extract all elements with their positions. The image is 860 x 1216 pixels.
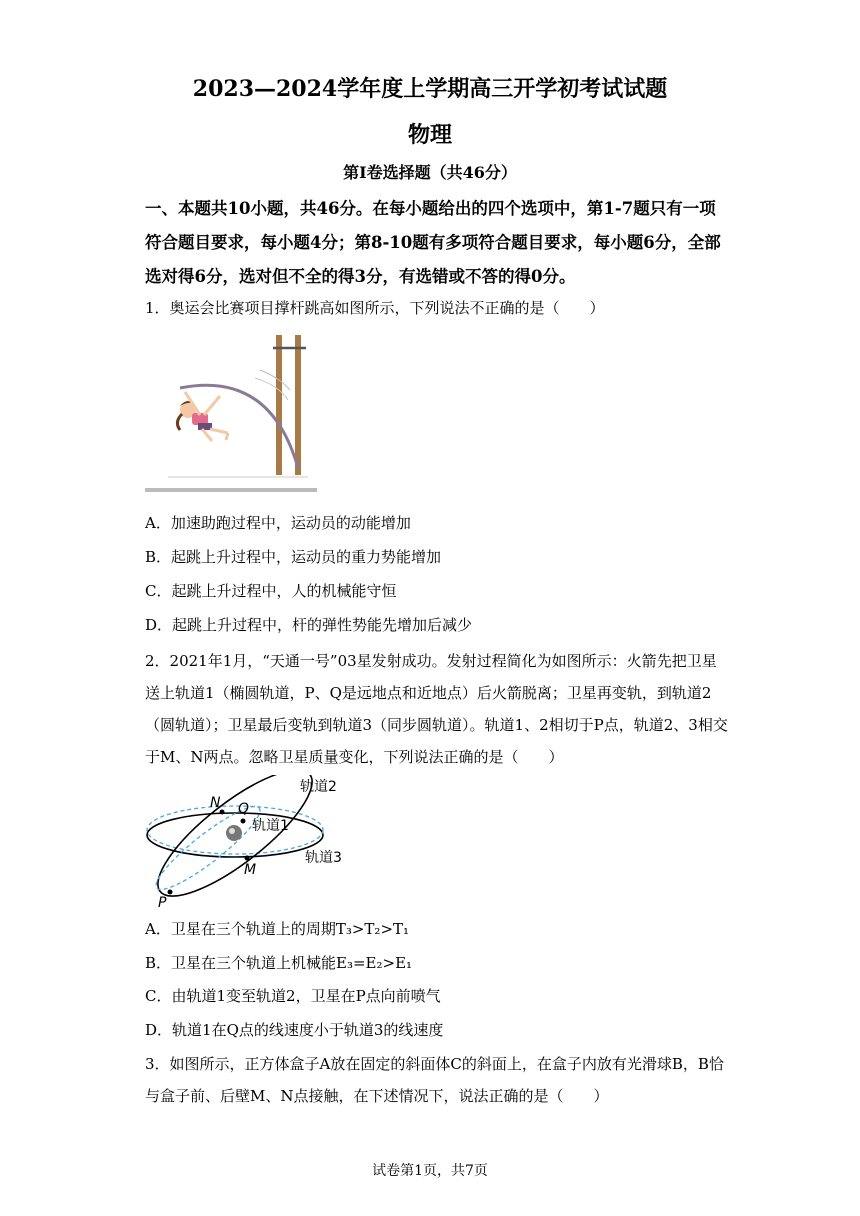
q1-option-b: B．起跳上升过程中，运动员的重力势能增加 [145, 548, 442, 566]
subject-title: 物理 [407, 122, 452, 148]
point-q-label: Q [238, 801, 250, 817]
question-2-stem: 2．2021年1月，“天通一号”03星发射成功。发射过程简化为如图所示：火箭先把卫星送上轨道1（椭圆轨道，P、Q是远地点和近地点）后火箭脱离；卫星再变轨，到轨道2（圆轨道）；卫星最后变轨到轨道3（同步圆轨道）。轨道1、2相切于P点，轨道2、3相交于M、N两点。忽略卫星质量变化，下列说法正确的是（ ） [145, 652, 728, 766]
page-footer: 试卷第1页，共7页 [372, 1163, 488, 1179]
q2-option-d: D．轨道1在Q点的线速度小于轨道3的线速度 [145, 1021, 444, 1039]
q1-option-c: C．起跳上升过程中，人的机械能守恒 [145, 582, 397, 600]
q1-option-d: D．起跳上升过程中，杆的弹性势能先增加后减少 [145, 616, 473, 634]
orbit2-label: 轨道2 [300, 779, 337, 795]
section-title: 第Ⅰ卷选择题（共46分） [343, 163, 517, 182]
q1-option-a: A．加速助跑过程中，运动员的动能增加 [145, 514, 411, 532]
pole-vault-figure [140, 330, 330, 500]
q2-option-a: A．卫星在三个轨道上的周期T₃>T₂>T₁ [145, 920, 410, 938]
instructions: 一、本题共10小题，共46分。在每小题给出的四个选项中，第1-7题只有一项符合题目要求，每小题4分；第8-10题有多项符合题目要求，每小题6分，全部选对得6分，选对但不全的得3分，有选错或不答的得0分。 [145, 199, 721, 286]
question-1-stem: 1．奥运会比赛项目撑杆跳高如图所示，下列说法不正确的是（ ） [145, 299, 605, 317]
point-m-label: M [244, 862, 257, 878]
question-3-stem: 3．如图所示，正方体盒子A放在固定的斜面体C的斜面上，在盒子内放有光滑球B，B恰与盒子前、后壁M、N点接触，在下述情况下，说法正确的是（ ） [145, 1055, 724, 1105]
orbit-figure [140, 775, 360, 910]
point-p-label: P [158, 895, 167, 910]
orbit3-label: 轨道3 [305, 850, 342, 866]
orbit1-label: 轨道1 [252, 818, 289, 834]
q2-option-c: C．由轨道1变至轨道2，卫星在P点向前喷气 [145, 987, 441, 1005]
exam-title: 2023—2024学年度上学期高三开学初考试试题 [192, 76, 668, 102]
q2-option-b: B．卫星在三个轨道上机械能E₃=E₂>E₁ [145, 954, 413, 972]
point-n-label: N [210, 795, 221, 811]
